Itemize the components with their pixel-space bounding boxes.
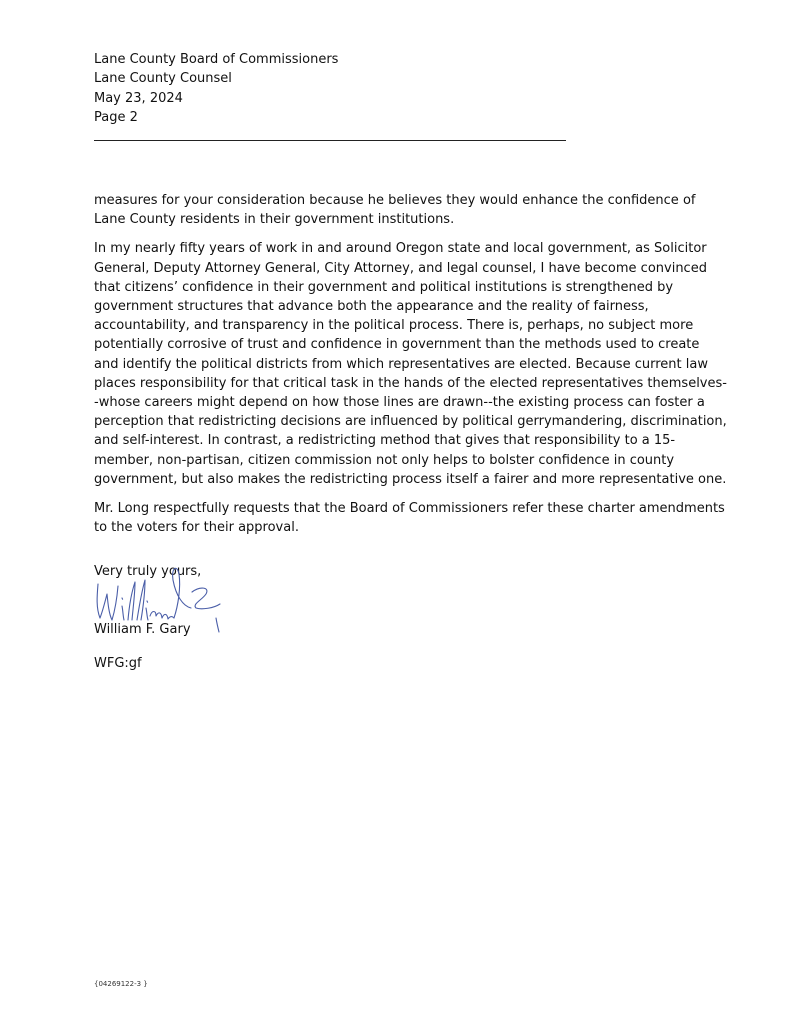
text-line: and identify the political districts from which representatives are elected. Because current law	[94, 356, 708, 372]
header-divider	[94, 140, 566, 141]
letter-body	[94, 191, 727, 547]
recipient-line-2: Lane County Counsel	[94, 71, 232, 87]
closing-salutation: Very truly yours,	[94, 564, 202, 579]
letter-date: May 23, 2024	[94, 90, 183, 106]
signer-name: William F. Gary	[94, 622, 191, 637]
recipient-line-1: Lane County Board of Commissioners	[94, 52, 339, 67]
page-number: Page 2	[94, 109, 138, 125]
text-line: government, but also makes the redistricting process itself a fairer and more representative one.	[94, 471, 727, 487]
text-line: accountability, and transparency in the political process. There is, perhaps, no subject more	[94, 318, 694, 334]
paragraph-3	[94, 499, 725, 537]
text-line: Lane County residents in their government institutions.	[94, 212, 455, 228]
letter-header	[94, 50, 338, 127]
text-line: General, Deputy Attorney General, City Attorney, and legal counsel, I have become convinced	[94, 260, 707, 276]
paragraph-2	[94, 239, 727, 489]
text-line: places responsibility for that critical task in the hands of the elected representatives themselves-	[94, 375, 727, 391]
text-line: member, non-partisan, citizen commission not only helps to bolster confidence in county	[94, 452, 675, 468]
document-id: {04269122-3 }	[94, 980, 148, 988]
text-line: potentially corrosive of trust and confidence in government than the methods used to create	[94, 337, 700, 353]
text-line: -whose careers might depend on how those lines are drawn--the existing process can foster a	[94, 395, 705, 411]
paragraph-1	[94, 191, 716, 229]
text-line: measures for your consideration because he believes they would enhance the confidence of	[94, 193, 696, 208]
text-line: Mr. Long respectfully requests that the Board of Commissioners refer these charter amendments	[94, 501, 725, 517]
text-line: that citizens’ confidence in their government and political institutions is strengthened by	[94, 279, 674, 295]
text-line: government structures that advance both the appearance and the reality of fairness,	[94, 299, 649, 315]
text-line: In my nearly fifty years of work in and around Oregon state and local government, as Solicitor	[94, 241, 707, 257]
text-line: perception that redistricting decisions are influenced by political gerrymandering, discrimination,	[94, 414, 727, 430]
typist-initials: WFG:gf	[94, 656, 142, 671]
text-line: to the voters for their approval.	[94, 520, 299, 536]
text-line: and self-interest. In contrast, a redistricting method that gives that responsibility to a 15-	[94, 433, 676, 449]
